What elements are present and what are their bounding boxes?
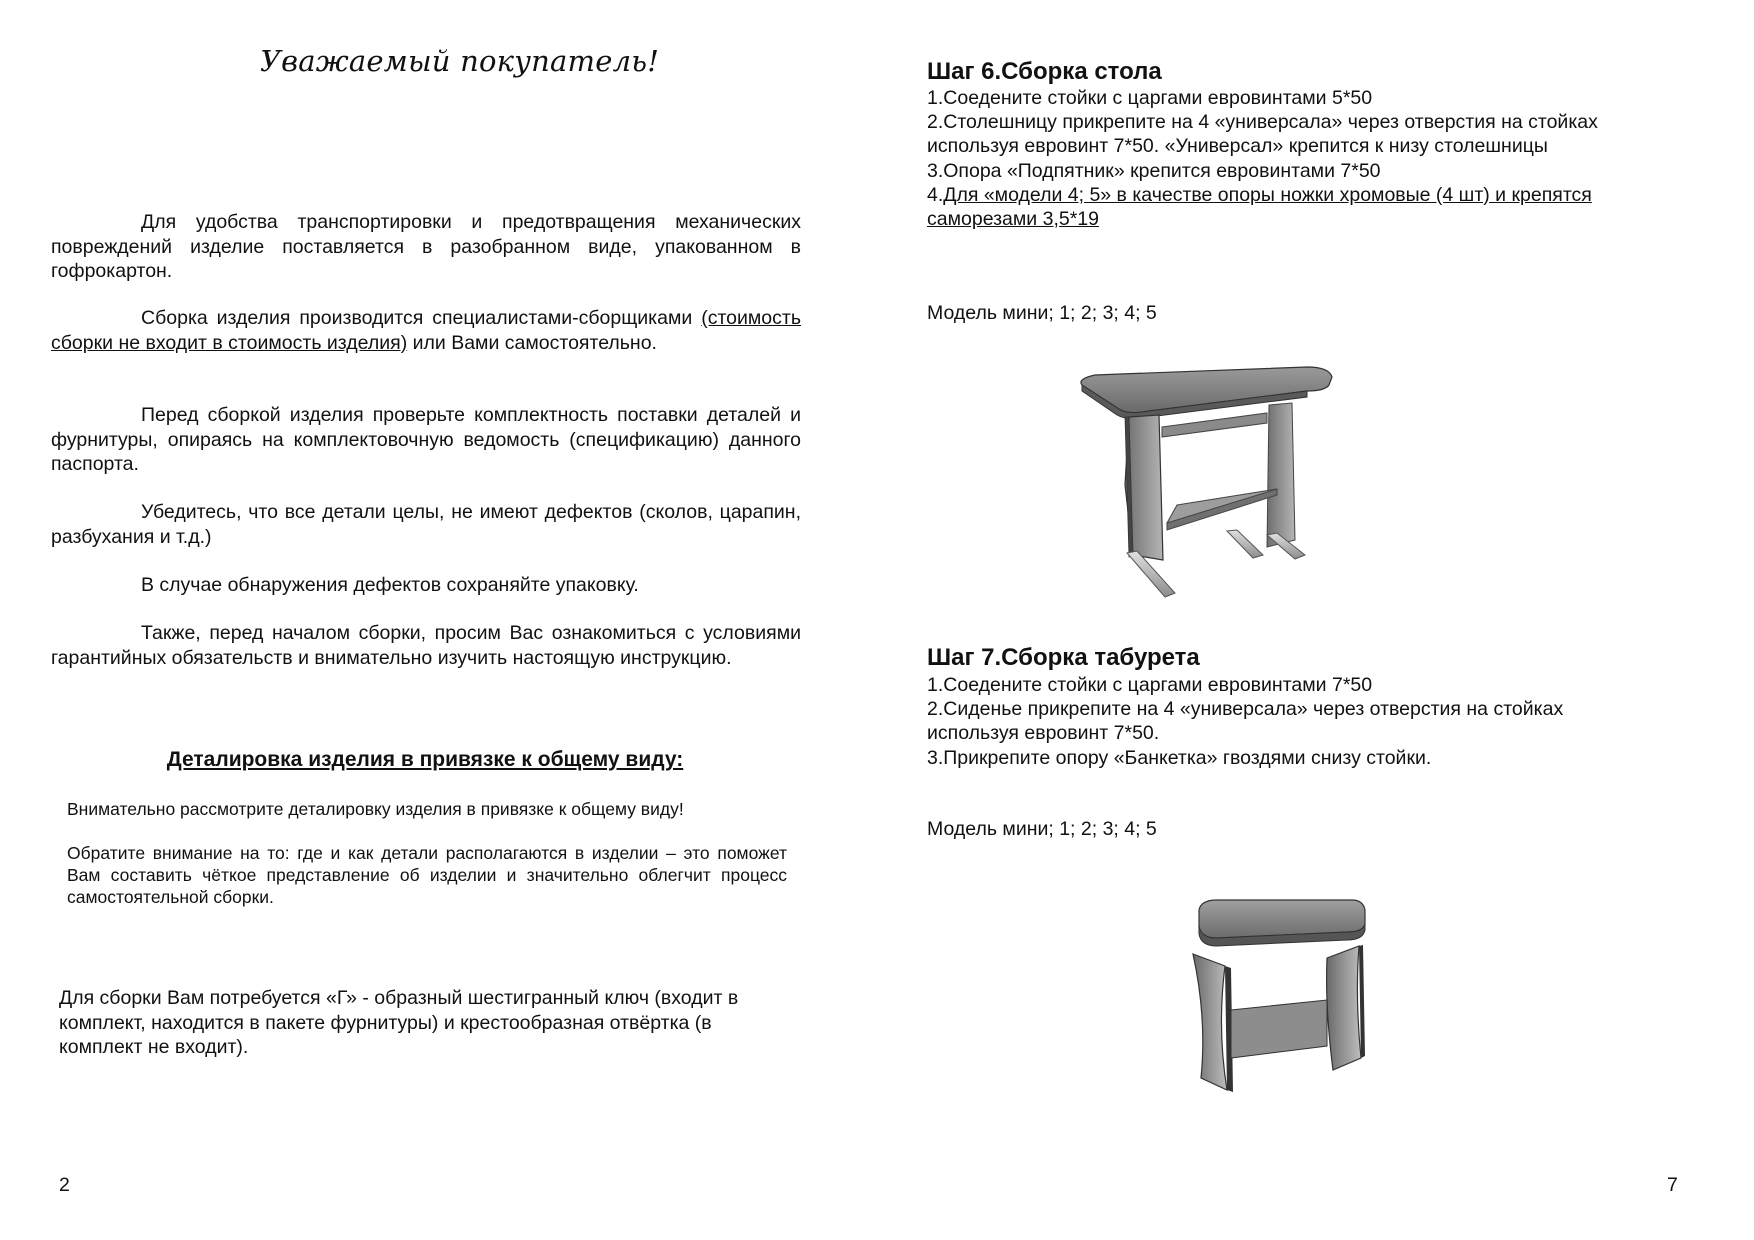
step7-instructions	[927, 673, 1687, 770]
paragraph-packaging	[51, 573, 801, 598]
step6-models: Модель мини; 1; 2; 3; 4; 5	[927, 302, 1157, 324]
step6-line: 2.Столешницу прикрепите на 4 «универсала» через отверстия на стойках	[927, 111, 1598, 134]
paragraph-text: Для удобства транспортировки и предотвращения механических повреждений изделие поставляется в разобранном виде, упакованном в гофрокартон.	[51, 211, 801, 282]
detail-heading: Деталировка изделия в привязке к общему виду:	[166, 748, 684, 771]
page-number-left: 2	[59, 1174, 70, 1196]
step6-line: 1.Соедените стойки с царгами евровинтами 5*50	[927, 87, 1373, 109]
paragraph-assembly	[51, 306, 801, 355]
table-back-stretcher	[1162, 413, 1267, 437]
step6-line-prefix: 4.	[927, 183, 944, 206]
stool-assembly-illustration	[1187, 898, 1387, 1113]
page-number-right: 7	[1667, 1174, 1678, 1196]
step7-title: Шаг 7.Сборка табурета	[927, 644, 1200, 671]
step6-instructions	[927, 86, 1687, 231]
tools-required: Для сборки Вам потребуется «Г» - образный шестигранный ключ (входит в комплект, находится в пакете фурнитуры) и крестообразная отвёртка (в комплект не входит).	[59, 987, 739, 1058]
paragraph-text-end: или Вами самостоятельно.	[407, 331, 657, 354]
paragraph-warranty	[51, 621, 801, 670]
step6-title: Шаг 6.Сборка стола	[927, 58, 1162, 85]
table-assembly-illustration	[1067, 365, 1377, 610]
step6-line	[927, 183, 1687, 207]
paragraph-defects	[51, 500, 801, 549]
step7-line: 3.Прикрепите опору «Банкетка» гвоздями снизу стойки.	[927, 746, 1432, 769]
table-leg-mid	[1227, 530, 1263, 558]
step7-line: 1.Соедените стойки с царгами евровинтами 7*50	[927, 674, 1373, 696]
note-text: Внимательно рассмотрите деталировку изделия в привязке к общему виду!	[67, 799, 684, 819]
note-placement	[67, 842, 787, 908]
right-page	[877, 0, 1754, 1240]
stool-stretcher	[1231, 1000, 1327, 1058]
paragraph-text: В случае обнаружения дефектов сохраняйте упаковку.	[141, 574, 639, 596]
step6-line-underlined: саморезами 3,5*19	[927, 208, 1099, 231]
paragraph-text: Также, перед началом сборки, просим Вас ознакомиться с условиями гарантийных обязательств и внимательно изучить настоящую инструкцию.	[51, 622, 801, 669]
step6-line: 3.Опора «Подпятник» крепится евровинтами 7*50	[927, 159, 1381, 182]
paragraph-text: Убедитесь, что все детали целы, не имеют дефектов (сколов, царапин, разбухания и т.д.)	[51, 501, 801, 548]
stool-front-leg	[1193, 954, 1227, 1090]
table-back-panel	[1267, 403, 1295, 547]
stool-back-leg	[1327, 946, 1361, 1070]
paragraph-completeness	[51, 403, 801, 477]
step6-line: используя евровинт 7*50. «Универсал» крепится к низу столешницы	[927, 135, 1548, 158]
step7-line: 2.Сиденье прикрепите на 4 «универсала» через отверстия на стойках	[927, 698, 1564, 721]
paragraph-text	[51, 306, 801, 355]
note-text: Обратите внимание на то: где и как детали располагаются в изделии – это поможет Вам составить чёткое представление об изделии и значительно облегчит процесс самостоятельной сборки.	[67, 843, 787, 907]
step7-line: используя евровинт 7*50.	[927, 722, 1160, 745]
step6-line-underlined: Для «модели 4; 5» в качестве опоры ножки хромовые (4 шт) и крепятся	[943, 183, 1592, 206]
step7-models: Модель мини; 1; 2; 3; 4; 5	[927, 818, 1157, 840]
paragraph-text-start: Сборка изделия производится специалистами-сборщиками	[141, 307, 702, 329]
paragraph-text: Перед сборкой изделия проверьте комплектность поставки деталей и фурнитуры, опираясь на комплектовочную ведомость (спецификацию) данного паспорта.	[51, 404, 801, 475]
paragraph-text-underlined: (стоимость сборки не входит в стоимость изделия)	[51, 307, 801, 354]
greeting-heading: Уважаемый покупатель!	[260, 44, 660, 78]
paragraph-shipping	[51, 210, 801, 284]
note-attention	[67, 798, 787, 820]
